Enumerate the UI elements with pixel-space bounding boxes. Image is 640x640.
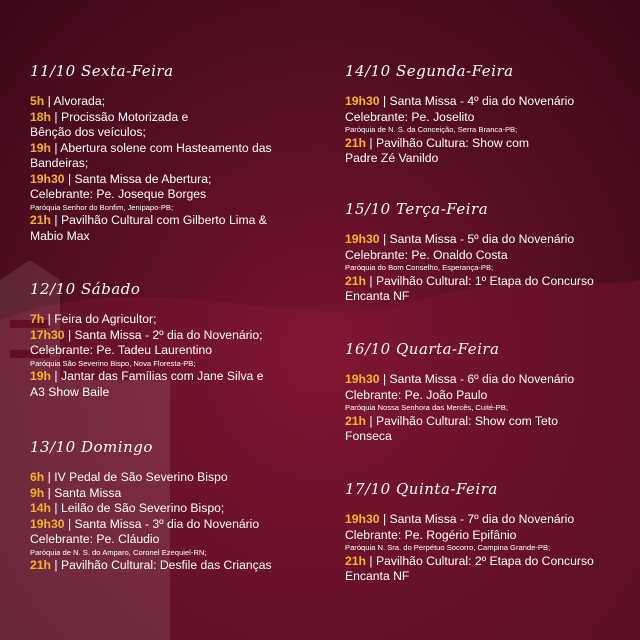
day-block [30,62,330,244]
event-continuation: Celebrante: Pe. Tadeu Laurentino [30,343,213,357]
event-line [345,512,640,528]
parish-note: Paróquia Senhor do Bonfim, Jenipapo-PB; [30,202,174,212]
event-line [345,94,640,110]
separator: | [64,171,75,186]
event-line [345,232,640,248]
separator: | [366,273,376,288]
event-text: Santa Missa - 2º dia do Novenário; [74,327,263,342]
separator: | [64,516,75,531]
event-time: 19h [30,369,52,383]
event-continuation: Celebrante: Pe. Joselito [345,109,475,124]
event-text: Alvorada; [53,94,105,108]
event-time: 18h [30,109,52,124]
day-block [345,340,640,445]
day-block [345,480,640,585]
event-text: Pavilhão Cultural: Show com Teto [375,413,558,428]
separator: | [44,470,55,484]
event-line [30,172,330,188]
event-text: Abertura solene com Hasteamento das [60,140,272,155]
event-time: 19h [30,140,52,155]
separator: | [379,512,390,526]
event-time: 19h30 [345,372,380,386]
day-title: 14/10 Segunda-Feira [345,62,514,80]
event-text: Santa Missa - 5º dia do Novenário [389,232,575,246]
event-line [345,554,640,570]
event-continuation: Padre Zé Vanildo [345,151,439,165]
event-text: Jantar das Famílias com Jane Silva e [60,369,264,383]
separator: | [366,413,376,428]
event-line [30,558,330,574]
event-continuation: Mabio Max [30,228,90,243]
parish-note: Paróquia Nossa Senhora das Mercês, Cuité-PB; [345,403,508,412]
separator: | [379,94,390,108]
event-continuation: Celebrante: Pe. Joseque Borges [30,187,207,201]
event-time: 19h30 [30,516,65,531]
separator: | [44,94,54,108]
event-time: 14h [30,501,52,515]
event-text: IV Pedal de São Severino Bispo [54,470,228,484]
event-time: 21h [345,553,367,568]
separator: | [51,558,61,572]
event-text: Pavilhão Cultural: 2º Etapa do Concurso [375,553,594,568]
parish-note: Paróquia do Bom Conselho, Esperança-PB; [345,263,494,272]
event-time: 21h [345,273,367,288]
event-line [30,328,330,344]
event-line [30,141,330,157]
event-line [345,414,640,430]
event-time: 19h30 [345,94,380,108]
separator: | [64,327,75,342]
day-title: 12/10 Sábado [30,280,141,298]
separator: | [44,485,55,500]
event-time: 7h [30,312,45,326]
event-line [30,486,330,502]
separator: | [51,369,61,383]
event-text: Santa Missa [54,485,122,500]
event-continuation: Celebrante: Pe. Cláudio [30,532,160,546]
event-line [30,501,330,517]
separator: | [44,312,55,326]
event-text: Procissão Motorizada e [60,109,189,124]
event-continuation: Clebrante: Pe. Rogério Epifânio [345,527,517,542]
separator: | [379,372,390,386]
separator: | [51,213,61,227]
event-line [30,312,330,328]
separator: | [51,501,61,515]
event-line [30,517,330,533]
event-line [30,110,330,126]
event-text: Santa Missa - 4º dia do Novenário [389,94,575,108]
day-title: 15/10 Terça-Feira [345,200,489,218]
event-continuation: Bênção dos veículos; [30,125,146,139]
day-block [345,62,640,167]
event-text: Santa Missa - 3º dia do Novenário [74,516,260,531]
event-time: 19h30 [345,512,380,526]
event-time: 21h [345,413,367,428]
parish-note: Paróquia de N. S. do Amparo, Coronel Ezequiel-RN; [30,547,207,557]
event-continuation: Encanta NF [345,289,410,303]
day-block [30,438,330,574]
event-line [345,136,640,152]
day-title: 17/10 Quinta-Feira [345,480,498,498]
event-line [345,372,640,388]
event-time: 21h [30,558,52,572]
event-continuation: Encanta NF [345,569,410,583]
event-text: Pavilhão Cultural com Gilberto Lima & [60,213,267,227]
event-time: 9h [30,485,45,500]
event-line [30,94,330,110]
event-line [30,213,330,229]
event-time: 19h30 [345,232,380,246]
event-time: 6h [30,470,45,484]
event-continuation: Celebrante: Pe. Onaldo Costa [345,247,508,262]
event-text: Santa Missa de Abertura; [74,171,212,186]
event-line [30,470,330,486]
event-text: Leilão de São Severino Bispo; [60,501,225,515]
event-time: 19h30 [30,171,65,186]
parish-note: Paróquia de N. S. da Conceição, Serra Branca-PB; [345,125,518,134]
day-title: 11/10 Sexta-Feira [30,62,174,80]
event-continuation: Clebrante: Pe. João Paulo [345,387,488,402]
separator: | [51,109,61,124]
event-continuation: Fonseca [345,429,392,443]
event-time: 21h [30,213,52,227]
event-text: Pavilhão Cultural: Desfile das Crianças [60,558,272,572]
day-title: 13/10 Domingo [30,438,153,456]
parish-note: Paróquia N. Sra. do Perpétuo Socorro, Campina Grande-PB; [345,543,551,552]
event-text: Santa Missa - 7º dia do Novenário [389,512,575,526]
event-text: Feira do Agricultor; [54,312,157,326]
day-block [30,280,330,400]
event-text: Santa Missa - 6º dia do Novenário [389,372,575,386]
separator: | [366,135,376,150]
event-text: Pavilhão Cultura: Show com [375,135,530,150]
day-title: 16/10 Quarta-Feira [345,340,500,358]
event-line [345,274,640,290]
event-time: 21h [345,135,367,150]
event-time: 17h30 [30,327,65,342]
event-text: Pavilhão Cultural: 1º Etapa do Concurso [375,273,594,288]
event-line [30,369,330,385]
separator: | [366,553,376,568]
event-time: 5h [30,94,45,108]
day-block [345,200,640,305]
parish-note: Paróquia São Severino Bispo, Nova Floresta-PB; [30,358,196,368]
separator: | [51,140,61,155]
event-continuation: Bandeiras; [30,156,89,170]
event-continuation: A3 Show Baile [30,384,110,399]
separator: | [379,232,390,246]
